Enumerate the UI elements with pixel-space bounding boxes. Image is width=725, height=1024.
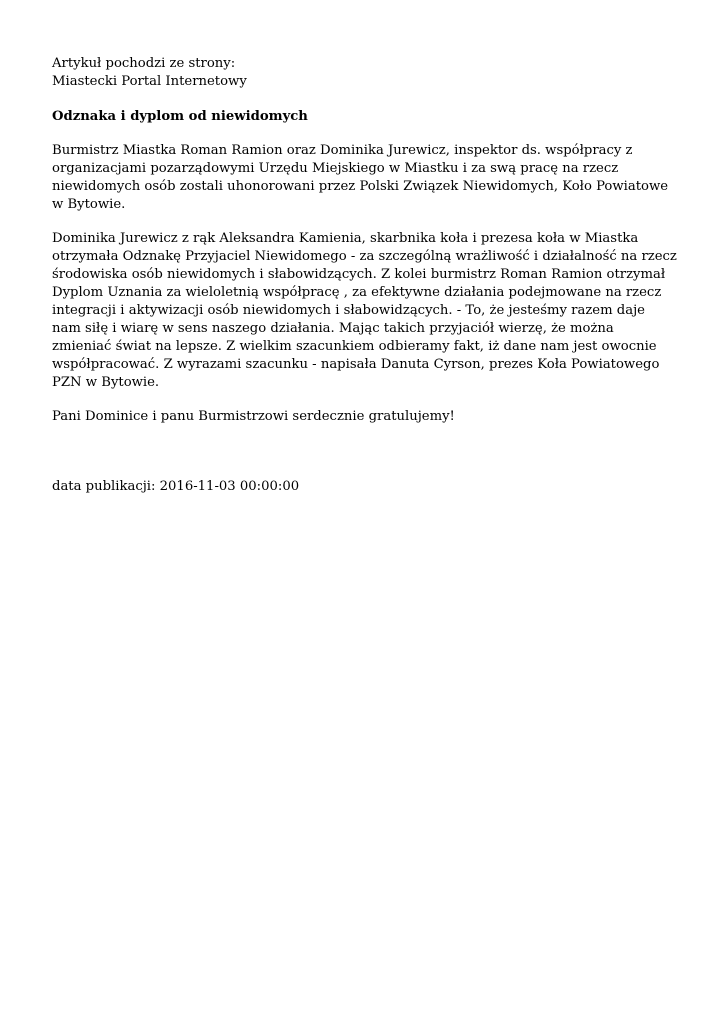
publication-date: data publikacji: 2016-11-03 00:00:00	[52, 479, 300, 494]
article-paragraph-3: Pani Dominice i panu Burmistrzowi serdecznie gratulujemy!	[52, 409, 455, 424]
article-title: Odznaka i dyplom od niewidomych	[52, 109, 308, 124]
source-label: Artykuł pochodzi ze strony:	[52, 56, 236, 71]
document-page	[52, 55, 677, 496]
source-site-name: Miastecki Portal Internetowy	[52, 74, 247, 89]
article-paragraph-2: Dominika Jurewicz z rąk Aleksandra Kamienia, skarbnika koła i prezesa koła w Miastka otrzymała Odznakę Przyjaciel Niewidomego - za szczególną wrażliwość i działalność na rzecz środowiska osób niewidomych i słabowidzących. Z kolei burmistrz Roman Ramion otrzymał Dyplom Uznania za wieloletnią współpracę , za efektywne działania podejmowane na rzecz integracji i aktywizacji osób niewidomych i słabowidzących. - To, że jesteśmy razem daje nam siłę i wiarę w sens naszego działania. Mając takich przyjaciół wierzę, że można zmieniać świat na lepsze. Z wielkim szacunkiem odbieramy fakt, iż dane nam jest owocnie współpracować. Z wyrazami szacunku - napisała Danuta Cyrson, prezes Koła Powiatowego PZN w Bytowie.	[52, 231, 677, 390]
article-paragraph-1: Burmistrz Miastka Roman Ramion oraz Dominika Jurewicz, inspektor ds. współpracy z organizacjami pozarządowymi Urzędu Miejskiego w Miastku i za swą pracę na rzecz niewidomych osób zostali uhonorowani przez Polski Związek Niewidomych, Koło Powiatowe w Bytowie.	[52, 143, 669, 212]
source-info	[52, 55, 677, 91]
